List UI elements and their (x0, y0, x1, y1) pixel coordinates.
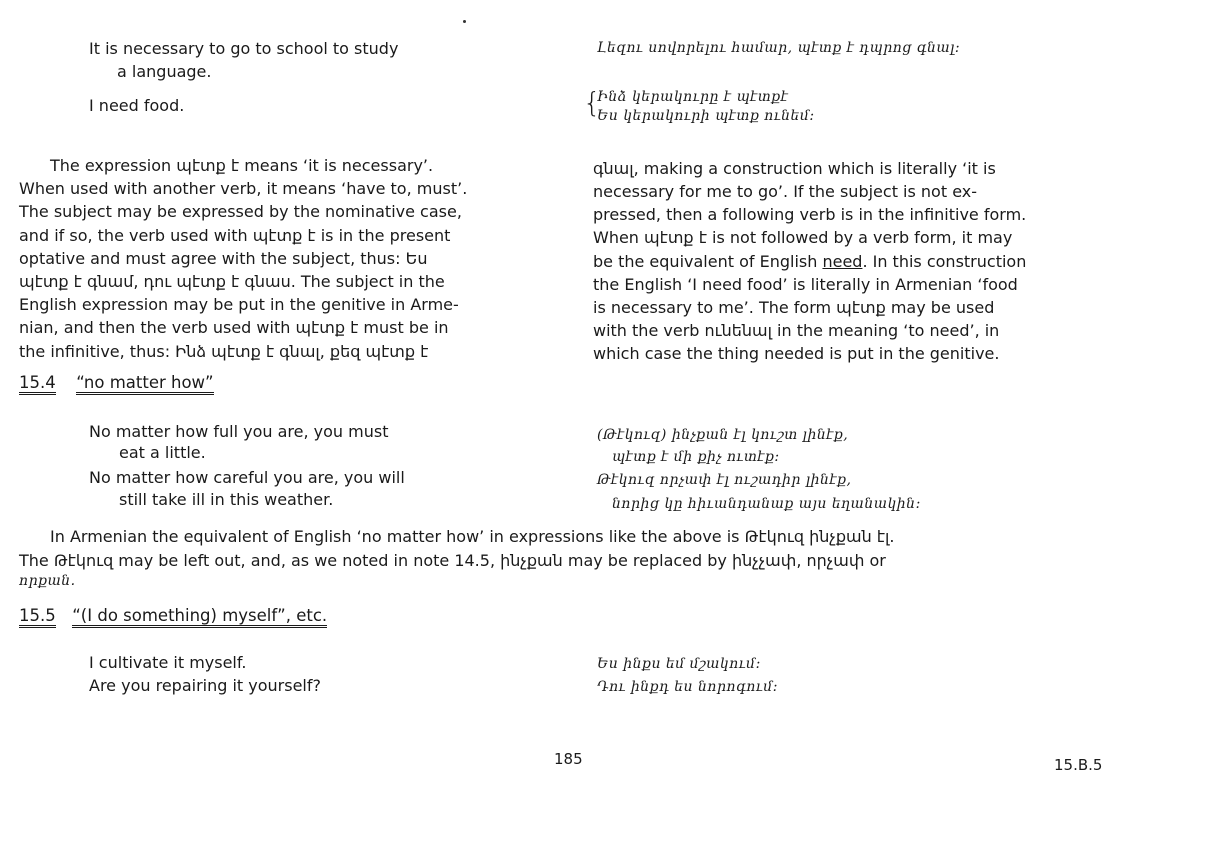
right-line-5-b: . In this construction (862, 252, 1027, 271)
s155-arm-2: Դու ինքդ ես նորոգում: (597, 679, 778, 695)
example-armenian-school: Լեզու սովորելու համար, պէտք է դպրոց գնալ: (597, 40, 961, 56)
left-line-8: nian, and then the verb used with պէտք է must be in (19, 318, 449, 337)
s155-arm-1: Ես ինքս եմ մշակում: (597, 656, 761, 672)
s154-note-3: որքան. (19, 573, 76, 589)
scan-speck (463, 20, 466, 23)
left-line-6: պէտք է գնամ, դու պէտք է գնաս. The subject in the (19, 272, 445, 291)
section-15-4-title: “no matter how” (76, 373, 213, 395)
right-line-5-a: be the equivalent of English (593, 252, 823, 271)
s154-en-2: eat a little. (119, 443, 206, 462)
left-line-5: optative and must agree with the subject, thus: Ես (19, 249, 428, 268)
s154-en-3: No matter how careful you are, you will (89, 468, 405, 487)
left-line-4: and if so, the verb used with պէտք է is in the present (19, 226, 451, 245)
right-line-7: is necessary to me’. The form պէտք may be used (593, 298, 995, 317)
example-armenian-food-1: Ինձ կերակուրը է պէտքէ (597, 89, 789, 105)
left-line-9: the infinitive, thus: Ինձ պէտք է գնալ, քեզ պէտք է (19, 342, 429, 361)
left-line-7: English expression may be put in the genitive in Arme- (19, 295, 459, 314)
s154-note-2: The Թէկուզ may be left out, and, as we noted in note 14.5, ինչքան may be replaced by ինչչափ, որչափ or (19, 551, 886, 570)
s154-note-1: In Armenian the equivalent of English ‘no matter how’ in expressions like the above is Թէկուզ ինչքան էլ. (50, 527, 895, 546)
s154-en-4: still take ill in this weather. (119, 490, 334, 509)
left-line-1: The expression պէտք է means ‘it is necessary’. (50, 156, 434, 175)
right-line-2: necessary for me to go’. If the subject is not ex- (593, 182, 978, 201)
s155-en-1: I cultivate it myself. (89, 653, 247, 672)
s154-arm-3: Թէկուզ որչափ էլ ուշադիր լինէք, (597, 472, 852, 488)
s154-arm-2: պէտք է մի քիչ ուտէք: (612, 449, 780, 465)
section-15-5-heading (19, 606, 327, 625)
example-english-school-cont: a language. (117, 62, 212, 81)
right-line-5 (593, 250, 1026, 273)
right-line-3: pressed, then a following verb is in the infinitive form. (593, 205, 1027, 224)
section-15-5-number: 15.5 (19, 606, 56, 628)
right-line-1: գնալ, making a construction which is literally ‘it is (593, 159, 996, 178)
section-15-4-heading (19, 373, 214, 392)
example-armenian-food-2: Ես կերակուրի պէտք ունեմ: (597, 108, 815, 124)
brace: { (583, 86, 601, 119)
right-line-9: which case the thing needed is put in the genitive. (593, 344, 1000, 363)
underlined-need: need (822, 252, 863, 271)
right-line-4: When պէտք է is not followed by a verb form, it may (593, 228, 1013, 247)
page-number: 185 (554, 750, 583, 768)
section-15-5-title: “(I do something) myself”, etc. (72, 606, 327, 628)
right-line-6: the English ‘I need food’ is literally in Armenian ‘food (593, 275, 1018, 294)
left-line-3: The subject may be expressed by the nominative case, (19, 202, 462, 221)
s154-en-1: No matter how full you are, you must (89, 422, 389, 441)
s154-arm-4: նորից կը հիւանդանաք այս եղանակին: (612, 496, 921, 512)
example-english-school: It is necessary to go to school to study (89, 39, 399, 58)
s154-arm-1: (Թէկուզ) ինչքան էլ կուշտ լինէք, (597, 427, 849, 443)
section-reference: 15.B.5 (1054, 756, 1103, 774)
right-line-8: with the verb ունենալ in the meaning ‘to need’, in (593, 321, 1000, 340)
example-english-food: I need food. (89, 96, 185, 115)
left-line-2: When used with another verb, it means ‘have to, must’. (19, 179, 468, 198)
section-15-4-number: 15.4 (19, 373, 56, 395)
s155-en-2: Are you repairing it yourself? (89, 676, 321, 695)
